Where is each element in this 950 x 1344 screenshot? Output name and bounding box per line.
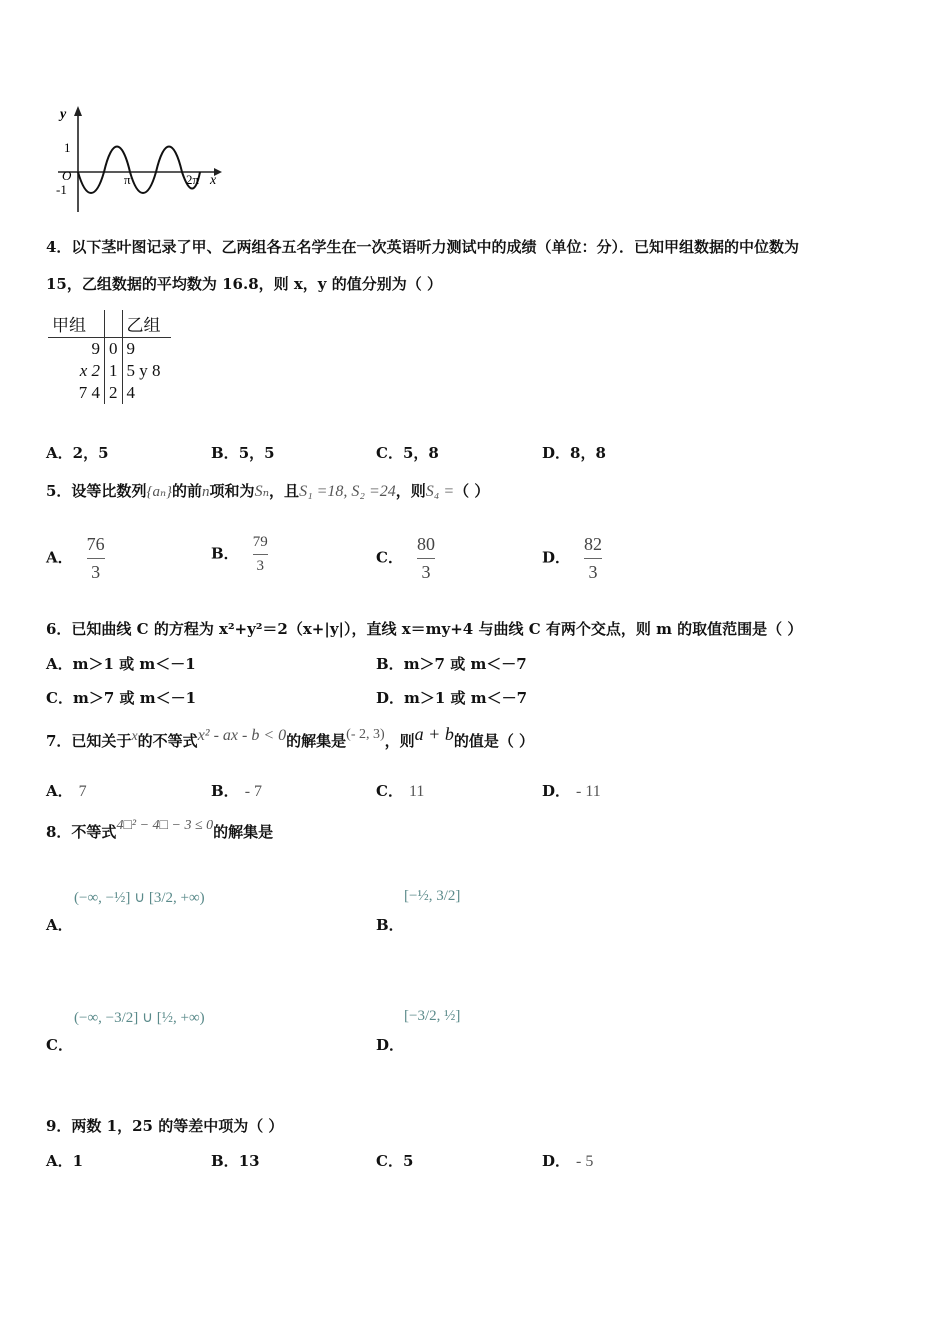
stem-header-left: 甲组 bbox=[48, 310, 105, 338]
q6-option-b[interactable]: B．m＞7 或 m＜－7 bbox=[376, 655, 527, 673]
two-pi-label: 2π bbox=[186, 172, 200, 187]
q7-option-a[interactable]: A． 7 bbox=[46, 782, 87, 800]
q6-option-d[interactable]: D．m＞1 或 m＜－7 bbox=[376, 689, 528, 707]
leaf-right: 5 y 8 bbox=[122, 360, 171, 382]
q5-stem: 5．设等比数列{aₙ}的前n项和为Sₙ，且S₁ =18, S₂ =24，则S₄ =（ ） bbox=[46, 482, 490, 500]
q8-option-a-value: (−∞, −½] ∪ [3/2, +∞) bbox=[74, 890, 205, 906]
q8-option-b-value: [−½, 3/2] bbox=[404, 888, 461, 904]
y-axis-arrow bbox=[74, 106, 82, 116]
leaf-right: 4 bbox=[122, 382, 171, 404]
sine-curve bbox=[78, 147, 200, 194]
q8-stem: 8．不等式4□² − 4□ − 3 ≤ 0的解集是 bbox=[46, 818, 274, 841]
q8-option-a[interactable]: A． bbox=[46, 916, 73, 934]
q4-line1: 4．以下茎叶图记录了甲、乙两组各五名学生在一次英语听力测试中的成绩（单位：分）．已知甲组数据的中位数为 bbox=[46, 238, 799, 256]
q7-stem: 7．已知关于x的不等式x² - ax - b < 0的解集是(- 2, 3)，则a + b的值是（ ） bbox=[46, 724, 535, 750]
q7-option-b[interactable]: B． - 7 bbox=[211, 782, 263, 800]
q6-option-c[interactable]: C．m＞7 或 m＜－1 bbox=[46, 689, 197, 707]
q8-option-b[interactable]: B． bbox=[376, 916, 404, 934]
q5-option-b[interactable]: B． $\frac{79}{3}$ bbox=[211, 534, 268, 574]
stem: 1 bbox=[105, 360, 123, 382]
leaf-right: 9 bbox=[122, 338, 171, 361]
q4-option-c[interactable]: C．5，8 bbox=[376, 444, 439, 462]
q9-option-c[interactable]: C．5 bbox=[376, 1152, 414, 1170]
y-label: y bbox=[60, 107, 67, 122]
one-label: 1 bbox=[64, 140, 71, 155]
origin-label: O bbox=[62, 168, 72, 183]
leaf-left: 7 4 bbox=[78, 383, 100, 402]
stem-leaf-plot bbox=[48, 310, 171, 404]
q5-option-a[interactable]: A． $\frac{76}{3}$ bbox=[46, 534, 105, 582]
q8-option-d[interactable]: D． bbox=[376, 1036, 405, 1054]
pi-label: π bbox=[124, 172, 131, 187]
sine-graph bbox=[50, 100, 230, 220]
q7-option-d[interactable]: D． - 11 bbox=[542, 782, 601, 800]
leaf-left: 9 bbox=[91, 339, 100, 358]
q8-option-d-value: [−3/2, ½] bbox=[404, 1008, 461, 1024]
q9-stem: 9．两数 1，25 的等差中项为（ ） bbox=[46, 1117, 284, 1135]
q5-option-c[interactable]: C． $\frac{80}{3}$ bbox=[376, 534, 435, 582]
q5-option-d[interactable]: D． $\frac{82}{3}$ bbox=[542, 534, 603, 582]
q4-option-a[interactable]: A．2，5 bbox=[46, 444, 109, 462]
q9-option-b[interactable]: B．13 bbox=[211, 1152, 260, 1170]
neg-one-label: -1 bbox=[56, 182, 67, 197]
q9-option-d[interactable]: D． - 5 bbox=[542, 1152, 594, 1170]
q8-option-c-value: (−∞, −3/2] ∪ [½, +∞) bbox=[74, 1010, 205, 1026]
q9-option-a[interactable]: A．1 bbox=[46, 1152, 84, 1170]
q6-option-a[interactable]: A．m＞1 或 m＜－1 bbox=[46, 655, 196, 673]
stem-header-right: 乙组 bbox=[122, 310, 171, 338]
x-label: x bbox=[210, 173, 217, 188]
q4-option-d[interactable]: D．8，8 bbox=[542, 444, 606, 462]
q4-option-b[interactable]: B．5，5 bbox=[211, 444, 275, 462]
q7-option-c[interactable]: C． 11 bbox=[376, 782, 425, 800]
leaf-left: x 2 bbox=[79, 361, 100, 380]
q6-stem: 6．已知曲线 C 的方程为 x²+y²＝2（x+|y|），直线 x＝my+4 与曲线 C 有两个交点，则 m 的取值范围是（ ） bbox=[46, 620, 803, 638]
stem: 2 bbox=[105, 382, 123, 404]
q8-option-c[interactable]: C． bbox=[46, 1036, 73, 1054]
q4-line2: 15，乙组数据的平均数为 16.8，则 x，y 的值分别为（ ） bbox=[46, 275, 442, 293]
stem: 0 bbox=[105, 338, 123, 361]
